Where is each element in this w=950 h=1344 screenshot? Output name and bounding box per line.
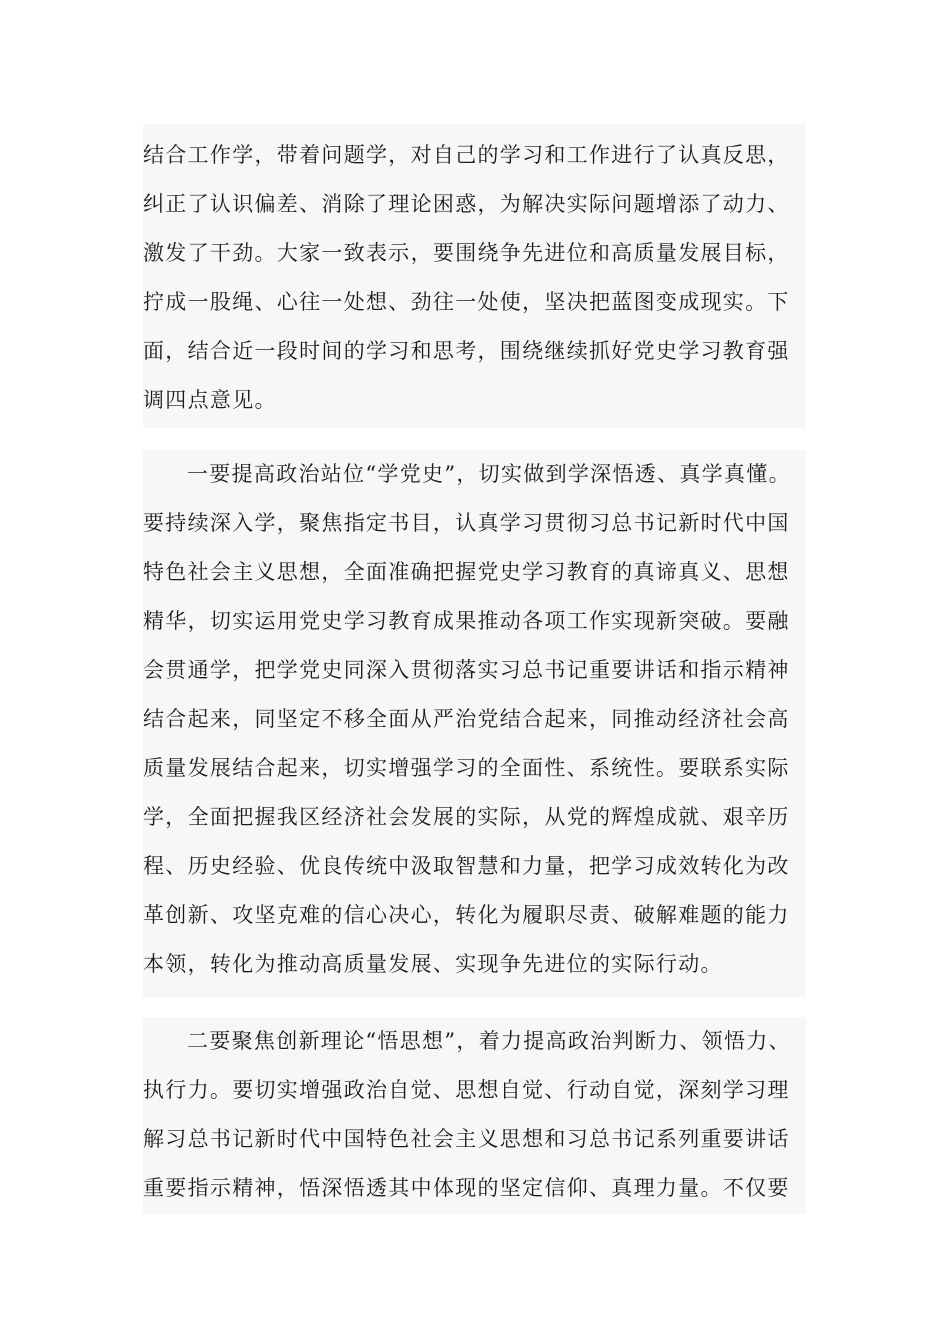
text-line: 质量发展结合起来，切实增强学习的全面性、系统性。要联系实际 xyxy=(143,756,790,780)
paragraph-point-one xyxy=(143,450,806,997)
text-line: 革创新、攻坚克难的信心决心，转化为履职尽责、破解难题的能力 xyxy=(143,903,790,927)
text-line: 重要指示精神，悟深悟透其中体现的坚定信仰、真理力量。不仅要 xyxy=(143,1176,790,1200)
text-line: 结合工作学，带着问题学，对自己的学习和工作进行了认真反思， xyxy=(143,143,790,167)
text-line: 程、历史经验、优良传统中汲取智慧和力量，把学习成效转化为改 xyxy=(143,854,790,878)
text-line: 拧成一股绳、心往一处想、劲往一处使，坚决把蓝图变成现实。下 xyxy=(143,290,790,314)
text-line: 结合起来，同坚定不移全面从严治党结合起来，同推动经济社会高 xyxy=(143,707,790,731)
text-line: 学，全面把握我区经济社会发展的实际，从党的辉煌成就、艰辛历 xyxy=(143,805,790,829)
text-line: 纠正了认识偏差、消除了理论困惑，为解决实际问题增添了动力、 xyxy=(143,192,790,216)
text-line: 精华，切实运用党史学习教育成果推动各项工作实现新突破。要融 xyxy=(143,609,790,633)
text-line: 执行力。要切实增强政治自觉、思想自觉、行动自觉，深刻学习理 xyxy=(143,1078,790,1102)
text-line: 解习总书记新时代中国特色社会主义思想和习总书记系列重要讲话 xyxy=(143,1127,790,1151)
paragraph-heading-line: 一要提高政治站位“学党史”，切实做到学深悟透、真学真懂。 xyxy=(187,462,791,486)
text-line: 特色社会主义思想，全面准确把握党史学习教育的真谛真义、思想 xyxy=(143,560,790,584)
text-line: 要持续深入学，聚焦指定书目，认真学习贯彻习总书记新时代中国 xyxy=(143,511,790,535)
paragraph-point-two xyxy=(143,1017,806,1214)
paragraph-heading-line: 二要聚焦创新理论“悟思想”，着力提高政治判断力、领悟力、 xyxy=(187,1029,791,1053)
text-line: 激发了干劲。大家一致表示，要围绕争先进位和高质量发展目标， xyxy=(143,241,790,265)
text-line: 面，结合近一段时间的学习和思考，围绕继续抓好党史学习教育强 xyxy=(143,339,790,363)
text-line: 调四点意见。 xyxy=(143,388,277,412)
text-line: 本领，转化为推动高质量发展、实现争先进位的实际行动。 xyxy=(143,952,723,976)
text-line: 会贯通学，把学党史同深入贯彻落实习总书记重要讲话和指示精神 xyxy=(143,658,790,682)
paragraph-intro xyxy=(143,124,806,428)
